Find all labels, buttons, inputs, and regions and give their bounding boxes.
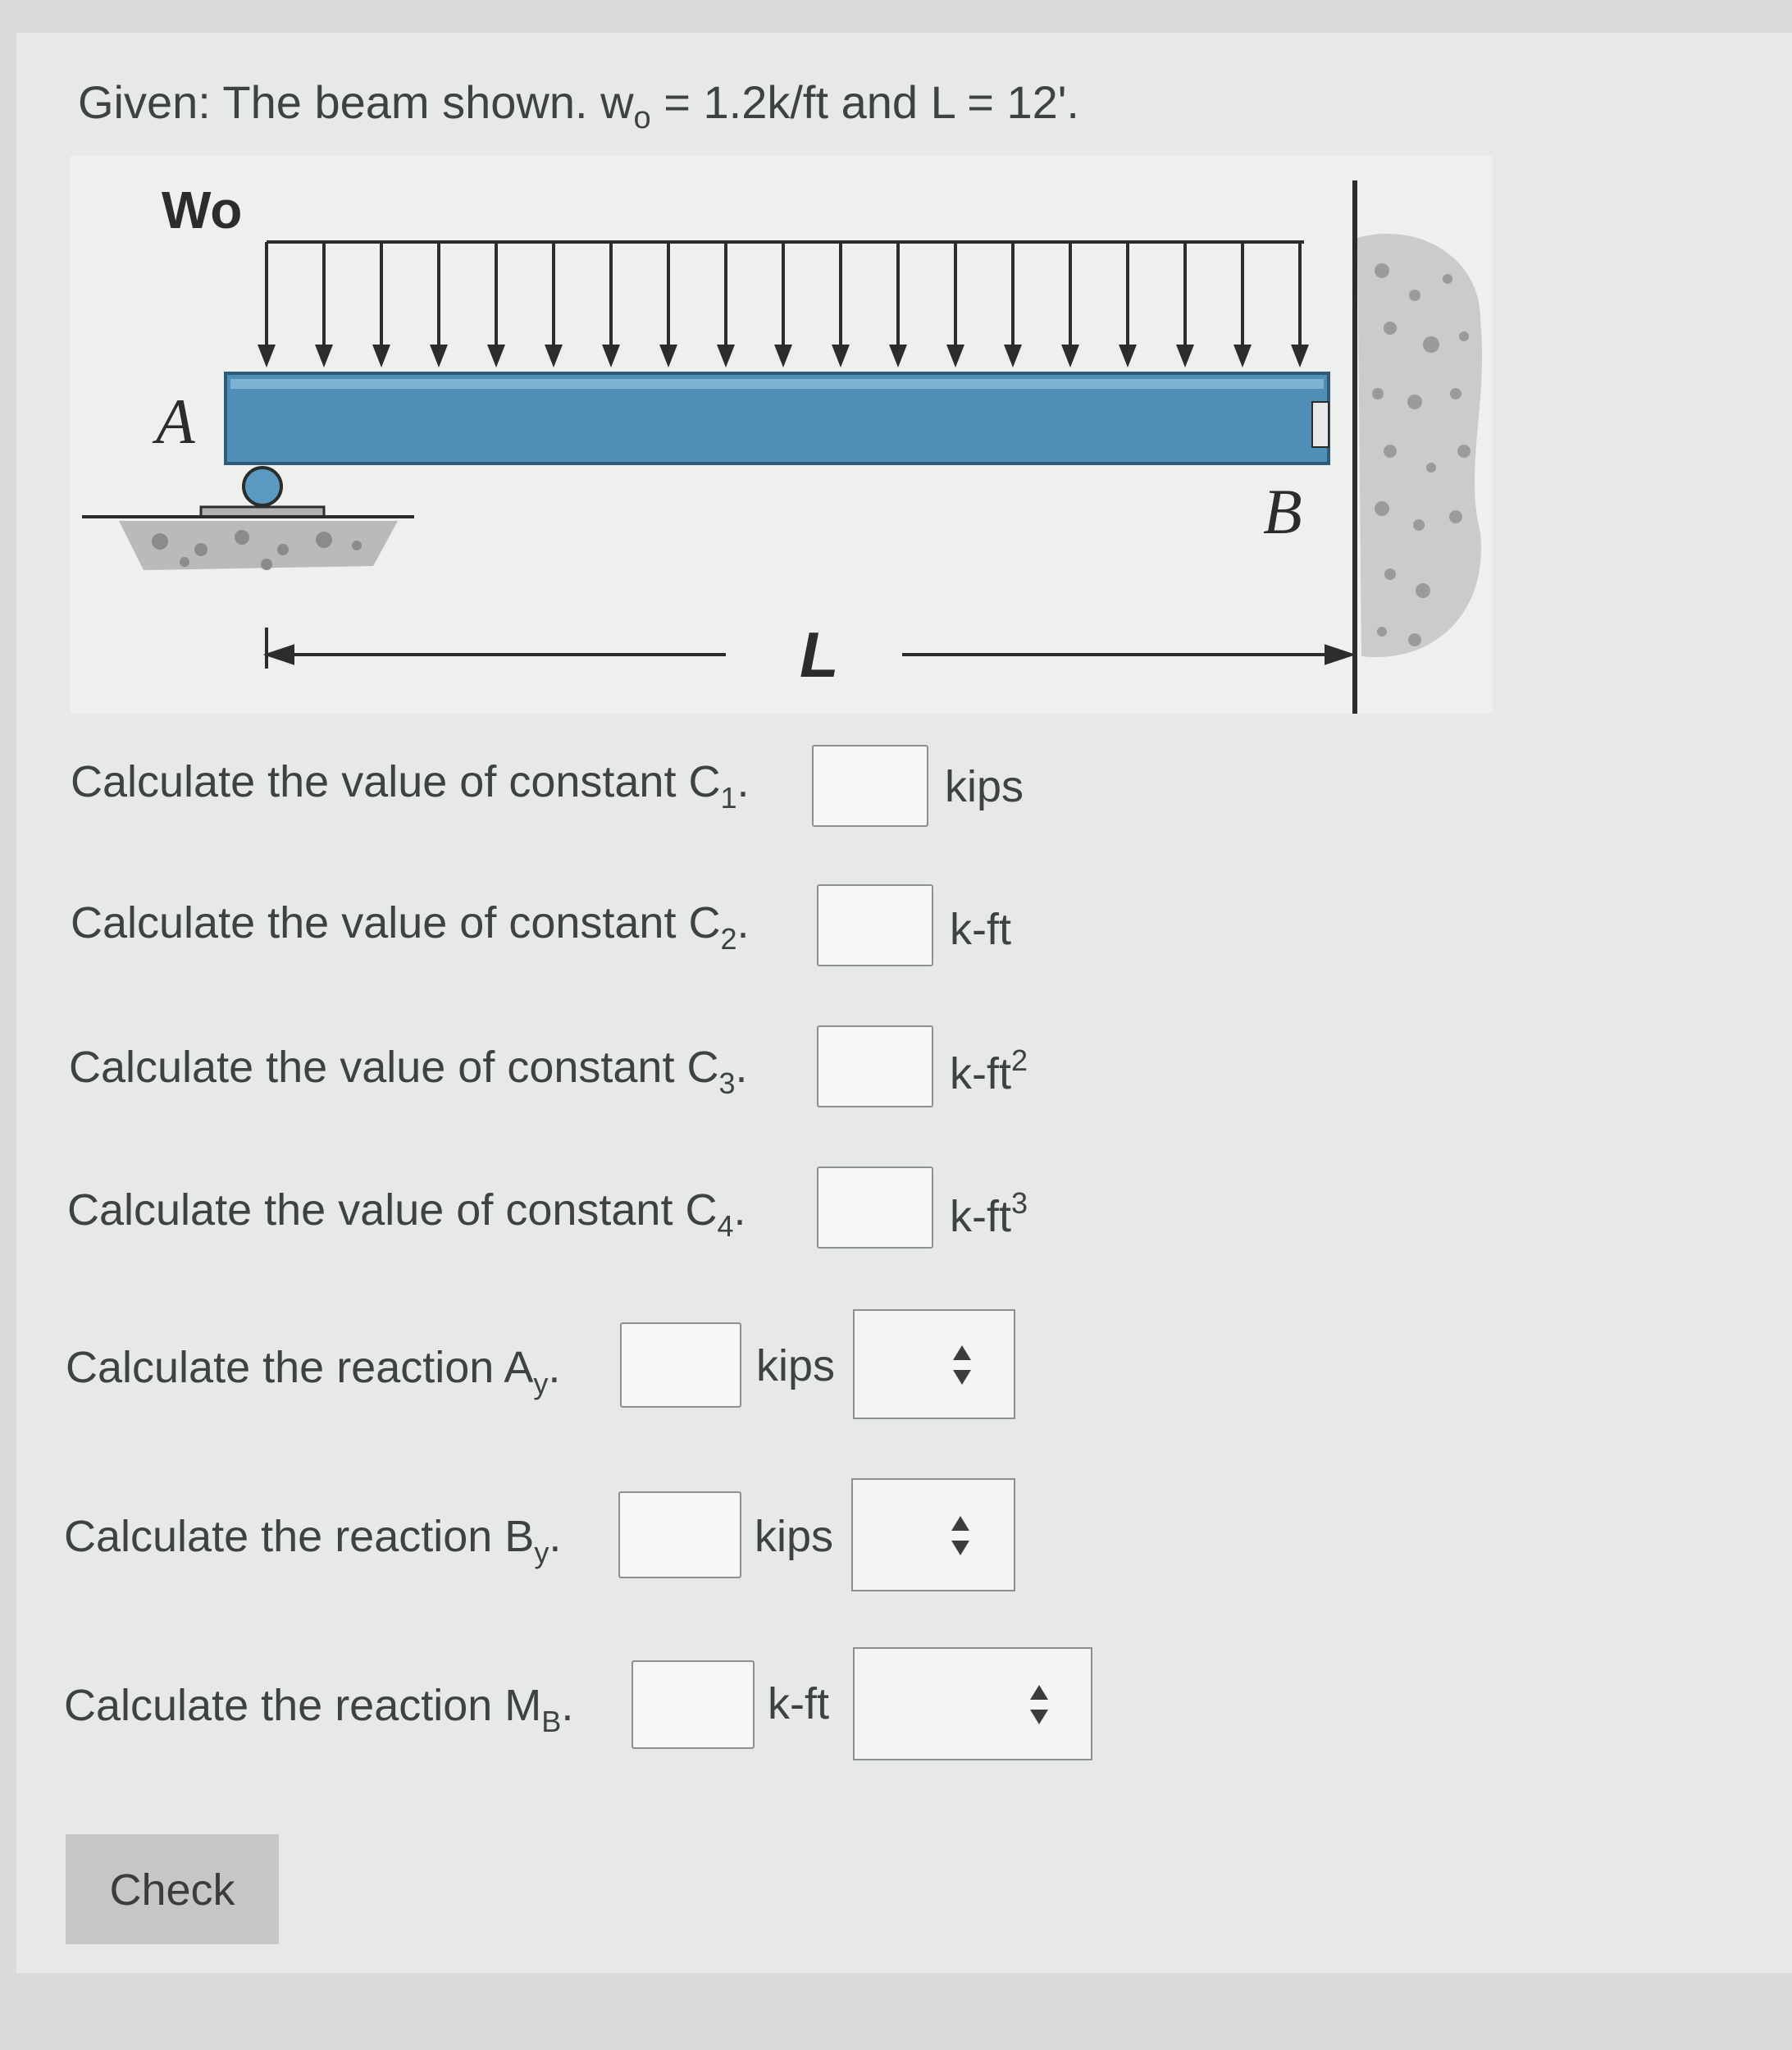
c1-unit: kips bbox=[945, 762, 1024, 811]
load-arrow-head bbox=[430, 345, 448, 368]
load-arrow-head bbox=[315, 345, 333, 368]
check-button[interactable]: Check bbox=[66, 1834, 279, 1944]
by-input[interactable] bbox=[618, 1491, 741, 1578]
question-c1: Calculate the value of constant $C_1$. bbox=[71, 757, 750, 815]
load-arrow-head bbox=[1061, 345, 1079, 368]
support-a-label: A bbox=[156, 386, 195, 457]
up-down-arrows-icon bbox=[950, 1513, 971, 1559]
c3-input[interactable] bbox=[817, 1025, 933, 1107]
by-unit: kips bbox=[755, 1512, 834, 1561]
support-b-label: B bbox=[1263, 476, 1302, 547]
c3-unit: $k-ft^2$ bbox=[950, 1043, 1028, 1098]
load-arrow-head bbox=[946, 345, 964, 368]
load-arrow-head bbox=[258, 345, 276, 368]
beam-highlight bbox=[230, 379, 1324, 389]
load-arrow-head bbox=[717, 345, 735, 368]
load-arrow-head bbox=[602, 345, 620, 368]
beam-diagram bbox=[70, 156, 1493, 714]
load-arrow-head bbox=[545, 345, 563, 368]
fixed-wall bbox=[1355, 180, 1482, 714]
load-arrows bbox=[258, 242, 1309, 368]
load-arrow-head bbox=[487, 345, 505, 368]
given-statement: Given: The beam shown. $w_o = 1.2k/ft$ and L = 12'. bbox=[78, 76, 1079, 135]
beam-figure bbox=[70, 156, 1493, 714]
ay-input[interactable] bbox=[620, 1322, 741, 1408]
c2-unit: k-ft bbox=[950, 905, 1011, 954]
c2-input[interactable] bbox=[817, 884, 933, 966]
question-by: Calculate the reaction $B_y$. bbox=[64, 1512, 562, 1569]
load-arrow-head bbox=[1004, 345, 1022, 368]
mb-unit: k-ft bbox=[768, 1679, 829, 1728]
load-arrow-head bbox=[1291, 345, 1309, 368]
ay-direction-select[interactable] bbox=[853, 1309, 1015, 1419]
question-mb: Calculate the reaction $M_B$. bbox=[64, 1681, 574, 1738]
up-down-arrows-icon bbox=[1028, 1682, 1050, 1728]
roller-support-a bbox=[82, 468, 414, 570]
span-label: L bbox=[800, 619, 839, 691]
load-arrow-head bbox=[659, 345, 677, 368]
load-arrow-head bbox=[889, 345, 907, 368]
load-arrow-head bbox=[1119, 345, 1137, 368]
load-label: Wo bbox=[162, 180, 243, 240]
up-down-arrows-icon bbox=[951, 1342, 973, 1388]
mb-direction-select[interactable] bbox=[853, 1647, 1092, 1760]
ay-unit: kips bbox=[756, 1341, 836, 1390]
load-arrow-head bbox=[1233, 345, 1252, 368]
by-direction-select[interactable] bbox=[851, 1478, 1015, 1591]
load-arrow-head bbox=[832, 345, 850, 368]
load-arrow-head bbox=[1176, 345, 1194, 368]
beam-bolts bbox=[1312, 402, 1329, 447]
mb-input[interactable] bbox=[632, 1660, 755, 1749]
load-arrow-head bbox=[372, 345, 390, 368]
c4-unit: $k-ft^3$ bbox=[950, 1186, 1028, 1241]
c4-input[interactable] bbox=[817, 1167, 933, 1249]
load-arrow-head bbox=[774, 345, 792, 368]
question-c3: Calculate the value of constant $C_3$. bbox=[69, 1043, 748, 1100]
question-c4: Calculate the value of constant $C_4$. bbox=[67, 1185, 746, 1243]
c1-input[interactable] bbox=[812, 745, 928, 827]
question-c2: Calculate the value of constant $C_2$. bbox=[71, 898, 750, 956]
question-ay: Calculate the reaction $A_y$. bbox=[66, 1343, 561, 1400]
